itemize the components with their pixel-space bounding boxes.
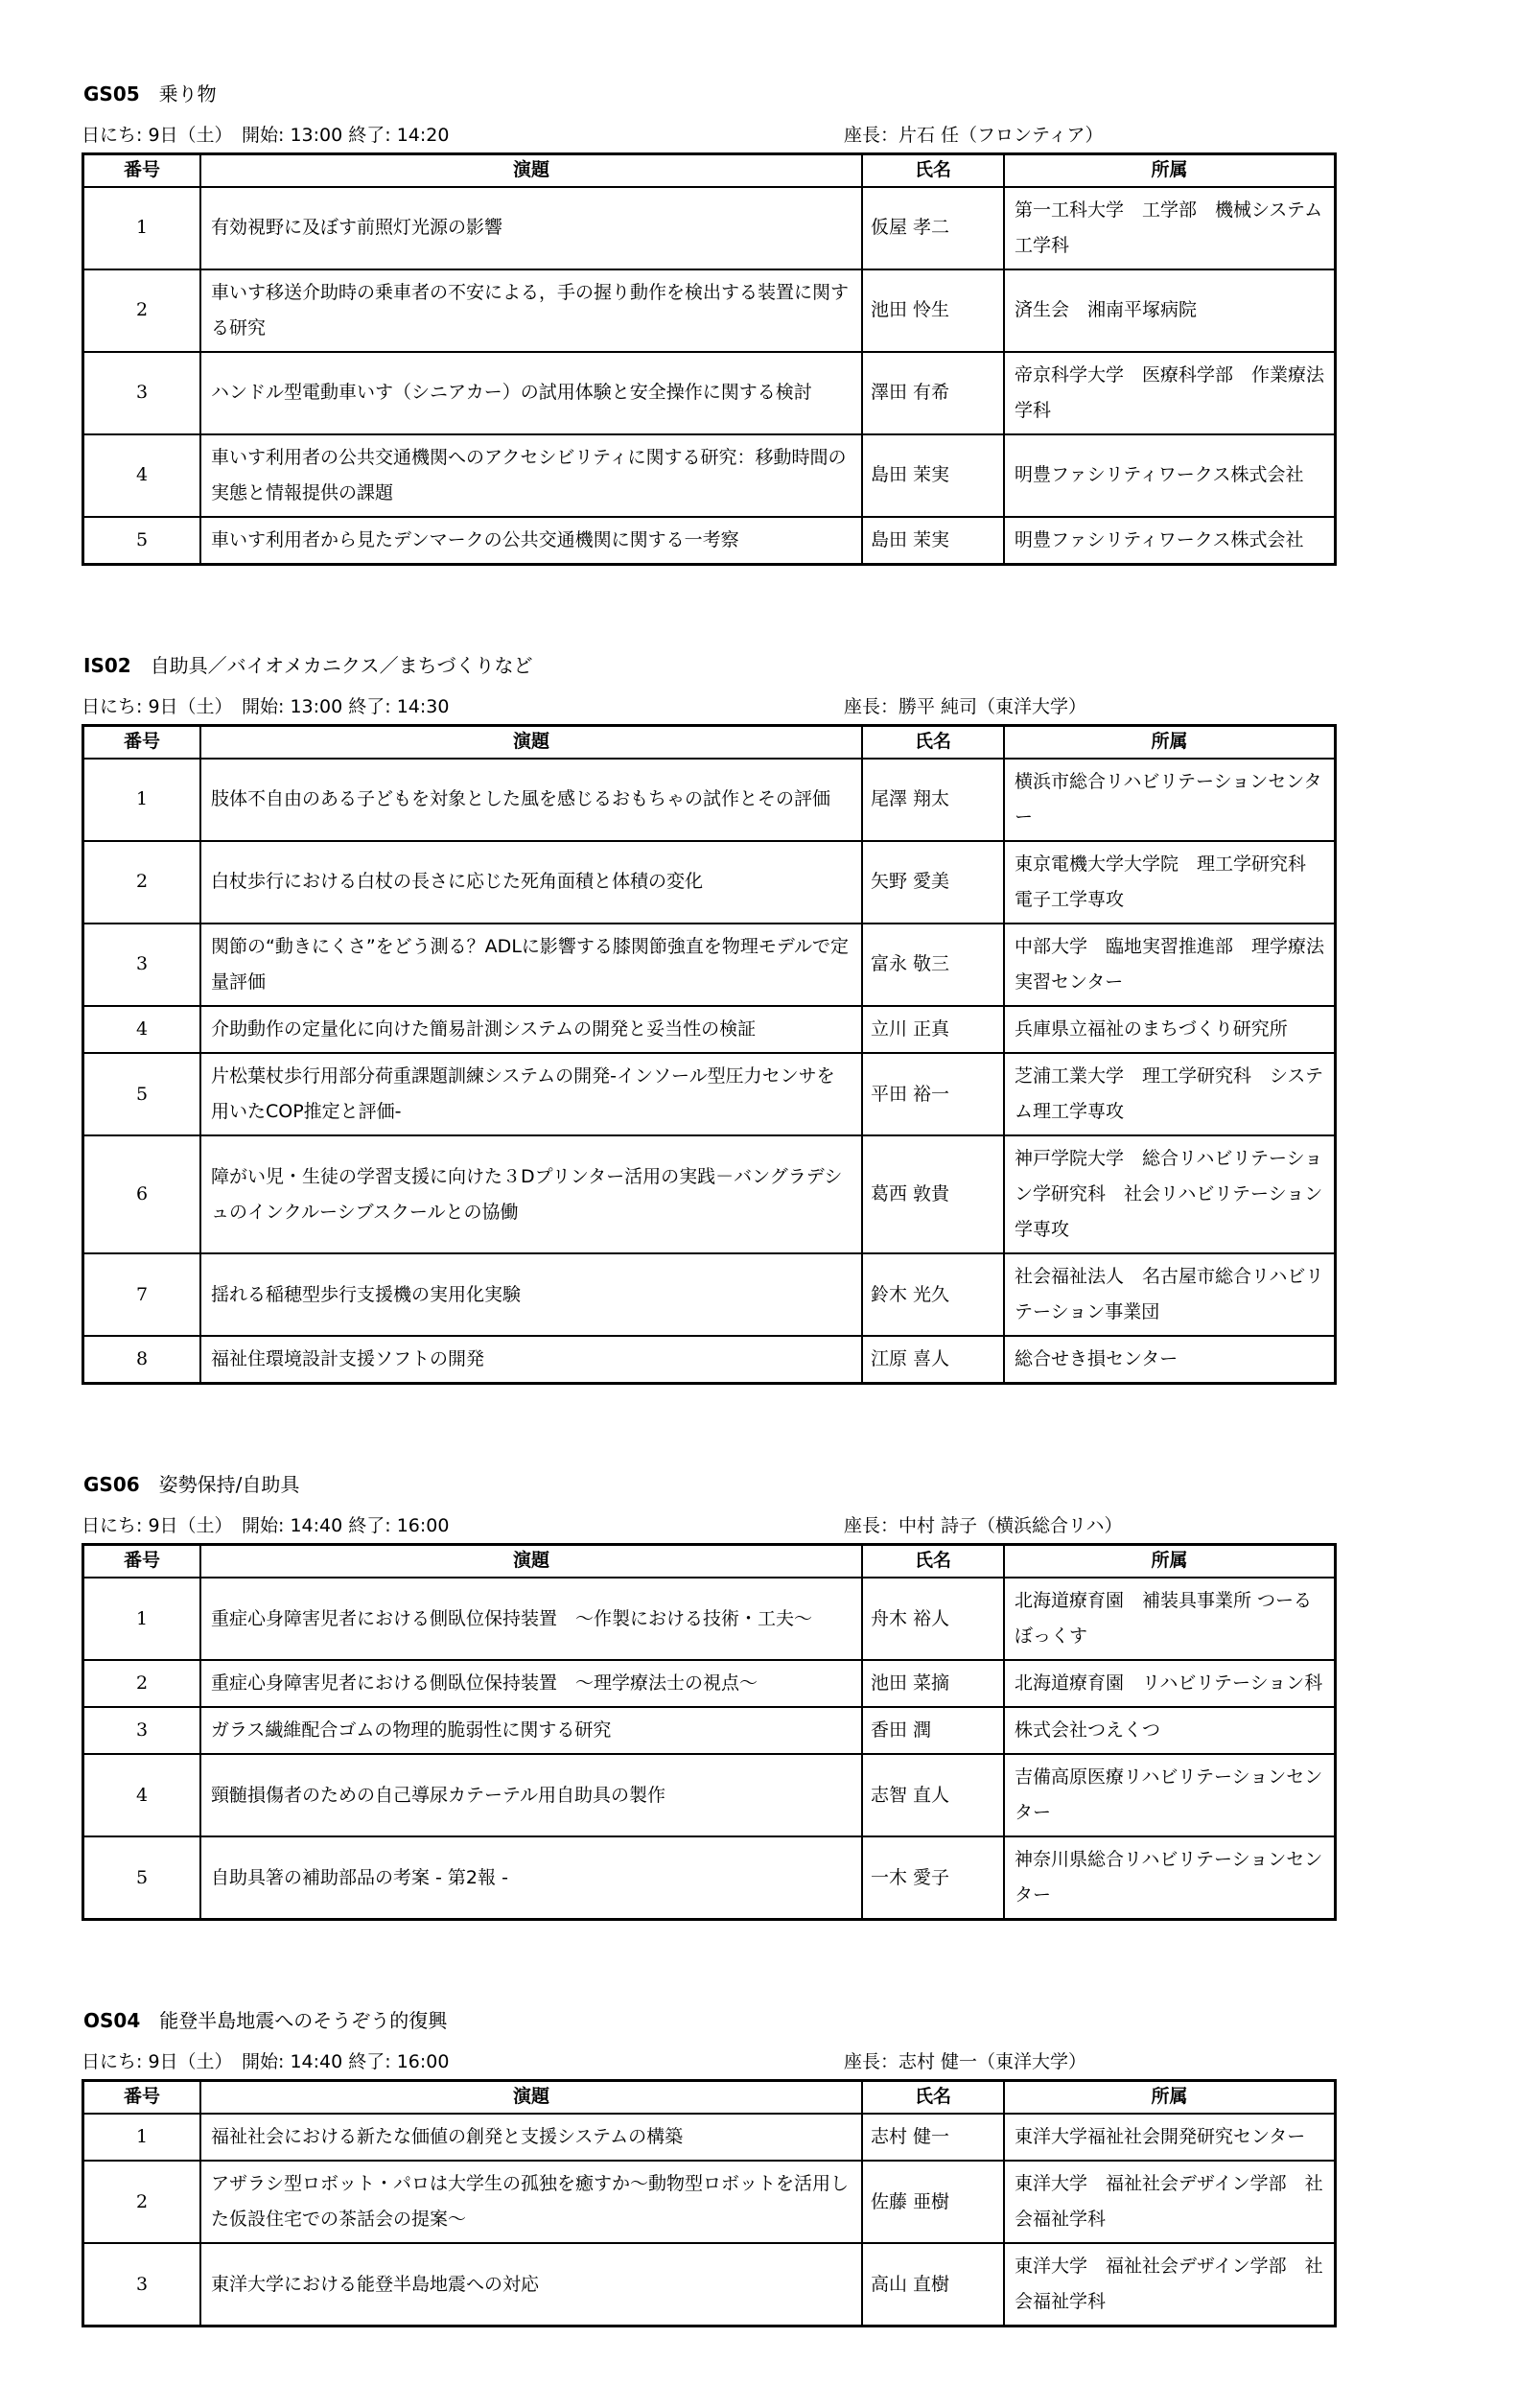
column-header-name: 氏名 (862, 2081, 1004, 2114)
session-section (82, 654, 1502, 1385)
presenter-affiliation: 北海道療育園 リハビリテーション科 (1004, 1660, 1336, 1707)
session-table (82, 2079, 1337, 2327)
presentation-row (83, 1754, 1336, 1836)
session-code: GS06 (83, 1473, 140, 1497)
session-table (82, 152, 1337, 566)
session-title: 自助具／バイオメカニクス／まちづくりなど (150, 654, 533, 678)
session-title: 姿勢保持/自助具 (158, 1473, 300, 1497)
presenter-name: 葛西 敦貴 (862, 1135, 1004, 1253)
session-heading (83, 2009, 1502, 2032)
table-header-row (83, 1545, 1336, 1578)
presenter-name: 澤田 有希 (862, 352, 1004, 434)
presenter-name: 鈴木 光久 (862, 1253, 1004, 1336)
table-body (83, 187, 1336, 565)
presentation-title: 白杖歩行における白杖の長さに応じた死角面積と体積の変化 (200, 841, 862, 924)
presenter-affiliation: 東洋大学福祉社会開発研究センター (1004, 2114, 1336, 2161)
column-header-number: 番号 (83, 726, 201, 759)
presentation-number: 1 (83, 1578, 201, 1660)
presentation-row (83, 1660, 1336, 1707)
presentation-title: 福祉住環境設計支援ソフトの開発 (200, 1336, 862, 1384)
table-header-row (83, 2081, 1336, 2114)
presenter-affiliation: 東洋大学 福祉社会デザイン学部 社会福祉学科 (1004, 2243, 1336, 2327)
session-section (82, 1473, 1502, 1921)
presenter-affiliation: 社会福祉法人 名古屋市総合リハビリテーション事業団 (1004, 1253, 1336, 1336)
presentation-number: 5 (83, 1836, 201, 1920)
presenter-affiliation: 中部大学 臨地実習推進部 理学療法実習センター (1004, 924, 1336, 1006)
presenter-affiliation: 兵庫県立福祉のまちづくり研究所 (1004, 1006, 1336, 1053)
presentation-number: 2 (83, 269, 201, 352)
session-code: GS05 (83, 82, 140, 105)
session-section (82, 2009, 1502, 2327)
presentation-title: 福祉社会における新たな価値の創発と支援システムの構築 (200, 2114, 862, 2161)
session-meta (82, 121, 1502, 147)
presentation-title: 重症心身障害児者における側臥位保持装置 ～作製における技術・工夫～ (200, 1578, 862, 1660)
column-header-title: 演題 (200, 154, 862, 187)
presenter-affiliation: 第一工科大学 工学部 機械システム工学科 (1004, 187, 1336, 269)
presenter-affiliation: 東洋大学 福祉社会デザイン学部 社会福祉学科 (1004, 2161, 1336, 2243)
presentation-row (83, 2161, 1336, 2243)
presentation-number: 3 (83, 2243, 201, 2327)
presentation-title: 有効視野に及ぼす前照灯光源の影響 (200, 187, 862, 269)
column-header-name: 氏名 (862, 726, 1004, 759)
presentation-title: ハンドル型電動車いす（シニアカー）の試用体験と安全操作に関する検討 (200, 352, 862, 434)
table-body (83, 759, 1336, 1384)
presenter-name: 池田 菜摘 (862, 1660, 1004, 1707)
presentation-row (83, 1006, 1336, 1053)
presentation-number: 2 (83, 2161, 201, 2243)
session-table (82, 1543, 1337, 1921)
session-heading (83, 82, 1502, 105)
sessions-container (82, 82, 1502, 2327)
session-code: OS04 (83, 2009, 141, 2033)
session-chair: 座長：志村 健一（東洋大学） (844, 2051, 1087, 2073)
presentation-row (83, 1336, 1336, 1384)
presentation-number: 1 (83, 187, 201, 269)
presentation-row (83, 352, 1336, 434)
presentation-row (83, 2243, 1336, 2327)
session-heading (83, 654, 1502, 677)
presenter-name: 高山 直樹 (862, 2243, 1004, 2327)
presentation-row (83, 434, 1336, 517)
presentation-title: 頸髄損傷者のための自己導尿カテーテル用自助具の製作 (200, 1754, 862, 1836)
presentation-row (83, 759, 1336, 841)
presentation-title: 障がい児・生徒の学習支援に向けた３Dプリンター活用の実践－バングラデシュのインクルーシブスクールとの協働 (200, 1135, 862, 1253)
presentation-number: 2 (83, 1660, 201, 1707)
presenter-name: 島田 茉実 (862, 434, 1004, 517)
presentation-title: アザラシ型ロボット・パロは大学生の孤独を癒すか～動物型ロボットを活用した仮設住宅での茶話会の提案～ (200, 2161, 862, 2243)
presenter-affiliation: 総合せき損センター (1004, 1336, 1336, 1384)
session-meta (82, 692, 1502, 718)
session-chair: 座長：勝平 純司（東洋大学） (844, 696, 1087, 718)
presentation-title: 揺れる稲穂型歩行支援機の実用化実験 (200, 1253, 862, 1336)
column-header-number: 番号 (83, 1545, 201, 1578)
presenter-name: 島田 茉実 (862, 517, 1004, 565)
presenter-affiliation: 神戸学院大学 総合リハビリテーション学研究科 社会リハビリテーション学専攻 (1004, 1135, 1336, 1253)
presenter-affiliation: 芝浦工業大学 理工学研究科 システム理工学専攻 (1004, 1053, 1336, 1135)
column-header-name: 氏名 (862, 1545, 1004, 1578)
column-header-number: 番号 (83, 2081, 201, 2114)
presenter-name: 志智 直人 (862, 1754, 1004, 1836)
presentation-title: 関節の“動きにくさ”をどう測る？ADLに影響する膝関節強直を物理モデルで定量評価 (200, 924, 862, 1006)
session-datetime: 日にち: 9日（土） 開始: 13:00 終了: 14:20 (82, 125, 450, 146)
presentation-row (83, 269, 1336, 352)
presenter-affiliation: 帝京科学大学 医療科学部 作業療法学科 (1004, 352, 1336, 434)
presentation-number: 2 (83, 841, 201, 924)
presentation-row (83, 1135, 1336, 1253)
presenter-name: 一木 愛子 (862, 1836, 1004, 1920)
table-body (83, 1578, 1336, 1920)
presentation-number: 1 (83, 2114, 201, 2161)
presentation-title: 肢体不自由のある子どもを対象とした風を感じるおもちゃの試作とその評価 (200, 759, 862, 841)
column-header-affiliation: 所属 (1004, 1545, 1336, 1578)
presenter-affiliation: 吉備高原医療リハビリテーションセンター (1004, 1754, 1336, 1836)
presentation-number: 7 (83, 1253, 201, 1336)
presentation-number: 1 (83, 759, 201, 841)
table-body (83, 2114, 1336, 2327)
presentation-row (83, 1836, 1336, 1920)
presentation-number: 4 (83, 434, 201, 517)
presentation-row (83, 924, 1336, 1006)
presenter-affiliation: 神奈川県総合リハビリテーションセンター (1004, 1836, 1336, 1920)
presenter-name: 香田 潤 (862, 1707, 1004, 1754)
presentation-number: 5 (83, 1053, 201, 1135)
session-title: 乗り物 (158, 82, 217, 105)
session-datetime: 日にち: 9日（土） 開始: 14:40 終了: 16:00 (82, 1515, 450, 1537)
presenter-name: 江原 喜人 (862, 1336, 1004, 1384)
presenter-affiliation: 済生会 湘南平塚病院 (1004, 269, 1336, 352)
presenter-name: 尾澤 翔太 (862, 759, 1004, 841)
presentation-row (83, 2114, 1336, 2161)
presentation-title: 重症心身障害児者における側臥位保持装置 ～理学療法士の視点～ (200, 1660, 862, 1707)
presentation-number: 4 (83, 1754, 201, 1836)
presentation-row (83, 517, 1336, 565)
column-header-name: 氏名 (862, 154, 1004, 187)
presentation-row (83, 1707, 1336, 1754)
table-header-row (83, 154, 1336, 187)
presentation-row (83, 187, 1336, 269)
presenter-name: 佐藤 亜樹 (862, 2161, 1004, 2243)
presentation-title: 片松葉杖歩行用部分荷重課題訓練システムの開発-インソール型圧力センサを用いたCOP推定と評価- (200, 1053, 862, 1135)
column-header-affiliation: 所属 (1004, 2081, 1336, 2114)
presentation-title: 車いす利用者の公共交通機関へのアクセシビリティに関する研究：移動時間の実態と情報提供の課題 (200, 434, 862, 517)
presenter-name: 志村 健一 (862, 2114, 1004, 2161)
presenter-affiliation: 明豊ファシリティワークス株式会社 (1004, 517, 1336, 565)
session-chair: 座長：片石 任（フロンティア） (844, 125, 1104, 146)
session-chair: 座長：中村 詩子（横浜総合リハ） (844, 1515, 1123, 1537)
presentation-title: 介助動作の定量化に向けた簡易計測システムの開発と妥当性の検証 (200, 1006, 862, 1053)
presenter-name: 舟木 裕人 (862, 1578, 1004, 1660)
session-table (82, 724, 1337, 1385)
presentation-title: ガラス繊維配合ゴムの物理的脆弱性に関する研究 (200, 1707, 862, 1754)
session-datetime: 日にち: 9日（土） 開始: 13:00 終了: 14:30 (82, 696, 450, 718)
column-header-title: 演題 (200, 1545, 862, 1578)
presenter-name: 池田 怜生 (862, 269, 1004, 352)
presenter-affiliation: 株式会社つえくつ (1004, 1707, 1336, 1754)
column-header-title: 演題 (200, 2081, 862, 2114)
table-header-row (83, 726, 1336, 759)
presenter-name: 平田 裕一 (862, 1053, 1004, 1135)
presentation-number: 8 (83, 1336, 201, 1384)
presenter-name: 立川 正真 (862, 1006, 1004, 1053)
presentation-row (83, 1253, 1336, 1336)
presenter-name: 富永 敬三 (862, 924, 1004, 1006)
column-header-number: 番号 (83, 154, 201, 187)
presentation-row (83, 841, 1336, 924)
presenter-name: 矢野 愛美 (862, 841, 1004, 924)
presentation-number: 3 (83, 1707, 201, 1754)
presentation-title: 車いす移送介助時の乗車者の不安による，手の握り動作を検出する装置に関する研究 (200, 269, 862, 352)
presentation-number: 3 (83, 352, 201, 434)
presenter-affiliation: 北海道療育園 補装具事業所 つーるぼっくす (1004, 1578, 1336, 1660)
presentation-title: 東洋大学における能登半島地震への対応 (200, 2243, 862, 2327)
presenter-affiliation: 東京電機大学大学院 理工学研究科 電子工学専攻 (1004, 841, 1336, 924)
presentation-number: 5 (83, 517, 201, 565)
session-meta (82, 2047, 1502, 2073)
session-heading (83, 1473, 1502, 1496)
presentation-title: 車いす利用者から見たデンマークの公共交通機関に関する一考察 (200, 517, 862, 565)
presentation-number: 6 (83, 1135, 201, 1253)
presentation-number: 3 (83, 924, 201, 1006)
presenter-affiliation: 明豊ファシリティワークス株式会社 (1004, 434, 1336, 517)
session-title: 能登半島地震へのそうぞう的復興 (159, 2009, 448, 2033)
column-header-affiliation: 所属 (1004, 154, 1336, 187)
presentation-row (83, 1053, 1336, 1135)
session-datetime: 日にち: 9日（土） 開始: 14:40 終了: 16:00 (82, 2051, 450, 2073)
presenter-name: 仮屋 孝二 (862, 187, 1004, 269)
session-code: IS02 (83, 654, 131, 678)
column-header-affiliation: 所属 (1004, 726, 1336, 759)
presenter-affiliation: 横浜市総合リハビリテーションセンター (1004, 759, 1336, 841)
column-header-title: 演題 (200, 726, 862, 759)
presentation-row (83, 1578, 1336, 1660)
presentation-number: 4 (83, 1006, 201, 1053)
session-section (82, 82, 1502, 566)
presentation-title: 自助具箸の補助部品の考案 - 第2報 - (200, 1836, 862, 1920)
session-meta (82, 1511, 1502, 1537)
